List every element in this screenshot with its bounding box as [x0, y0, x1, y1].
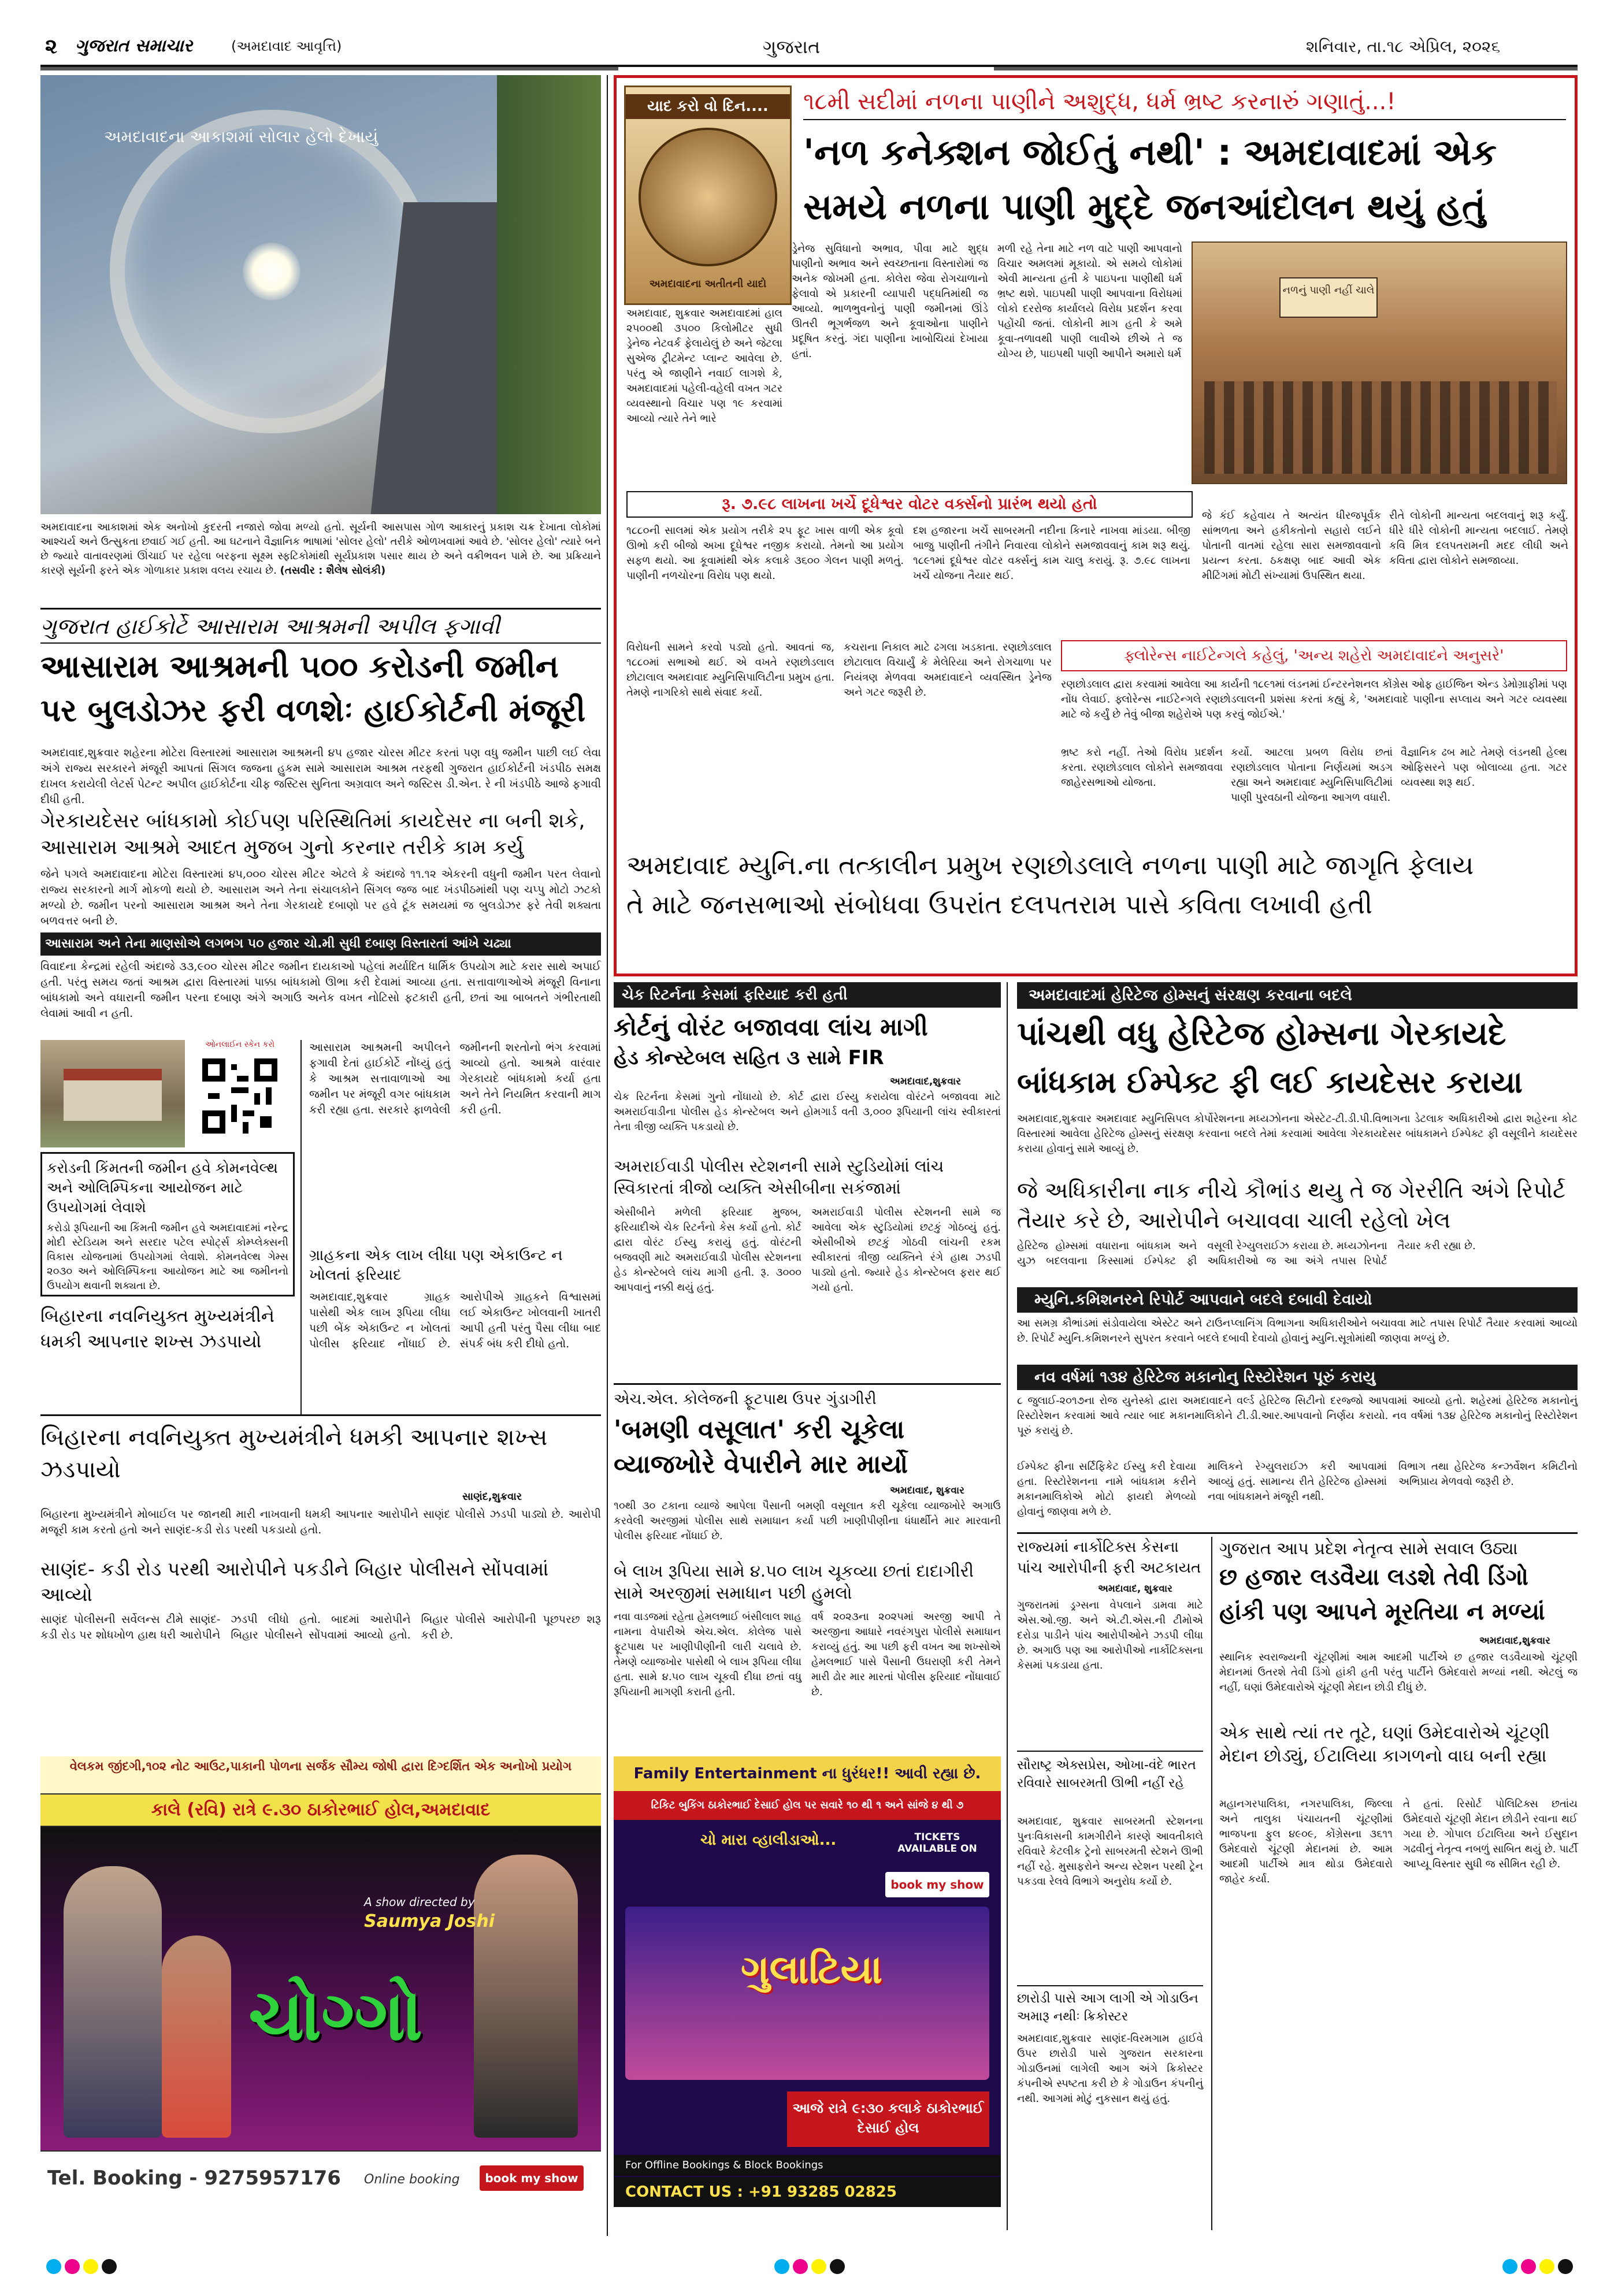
saurashtra-body: અમદાવાદ, શુક્રવાર સાબરમતી સ્ટેશનના પુનઃવિકાસની કામગીરીને કારણે આવતીકાલે રવિવારે કેટલીક ટ્રેનો સાબરમતી સ્ટેશને ઊભી નહીં રહે. મુસાફરોને અન્ય સ્ટેશન પરથી ટ્રેન પકડવા રેલવે વિભાગે અનુરોધ કર્યો છે.	[1017, 1815, 1203, 1888]
reg-dot	[774, 2259, 789, 2274]
qr-block	[191, 1040, 289, 1147]
halo-caption	[40, 520, 601, 607]
heritage-headline-2: બાંધકામ ઈમ્પેક્ટ ફી લઈ કાયદેસર કરાયા	[1017, 1065, 1523, 1100]
naal-col-2: ડ્રેનેજ સુવિધાનો અભાવ, પીવા માટે શુદ્ધ પાણીનો અભાવ અને સ્વચ્છતાના વિસ્તારોમાં જ અનેક જોખમી હતા. કોલેરા જેવા રોગચાળાનો ફેલાવો એ પ્રકારની વ્યાપારી પદ્ધતિમાંથી જ આવ્યો. ભાળભુવનોનું પાણી જમીનમાં ઊંડે ઊતરી ભૂગર્ભજળ અને કૂવાઓના પાણીને પ્રદૂષિત કરતું. ગંદા પાણીના ખાબોચિયાં દેખાયા હતાં.	[792, 243, 988, 360]
halo-photo	[40, 75, 601, 514]
vyaj-col-1: નવા વાડજમાં રહેતા હેમલભાઈ બંસીલાલ શાહ નામના વેપારીએ એચ.એલ. કોલેજ પાસે ફૂટપાથ પર ખાણીપીણીની લારી ચલાવે છે. તેમણે વ્યાજખોર પાસેથી બે લાખ રૂપિયા લીધા હતા. સામે ૪.૫૦ લાખ ચૂકવી દીધા છતાં વધુ રૂપિયાની માગણી કરાતી હતી.	[614, 1611, 801, 1698]
olympic-headline: કરોડની કિંમતની જમીન હવે કોમનવેલ્થ અને ઓલિમ્પિકના આયોજન માટે ઉપયોગમાં લેવાશે	[47, 1160, 278, 1216]
warrant-subhead: અમરાઈવાડી પોલીસ સ્ટેશનની સામે સ્ટુડિયોમાં લાંચ સ્વિકારતાં ત્રીજો વ્યક્તિ એસીબીના સકંજામાં	[614, 1157, 944, 1198]
choggo-banner: વેલકમ જીંદગી,૧૦૨ નોટ આઉટ,પાકાની પોળના સર્જક સૌમ્ય જોષી દ્વારા દિગ્દર્શિત એક અનોખો પ્રયોગ	[40, 1756, 601, 1793]
gulatiya-ad[interactable]	[614, 1756, 1001, 2207]
gulatiya-top: Family Entertainment ના ધુરંધર!! આવી રહ્યા છે.	[614, 1756, 1001, 1791]
ashram-photo	[40, 1040, 185, 1147]
reg-dot	[793, 2259, 808, 2274]
heritage-subhead: જે અધિકારીના નાક નીચે કૌભાંડ થયુ તે જ ગેરરીતિ અંગે રિપોર્ટ તૈયાર કરે છે, આરોપીને બચાવવા ચાલી રહેલો ખેલ	[1017, 1177, 1566, 1233]
bihar-dateline: સાણંદ,શુક્રવાર	[462, 1491, 522, 1503]
saurashtra-headline: સૌરાષ્ટ્ર એક્સપ્રેસ, ઓખા-વંદે ભારત રવિવારે સાબરમતી ઊભી નહીં રહે	[1017, 1758, 1196, 1790]
reg-dot	[1558, 2259, 1573, 2274]
naal-sub-col-1: ભ્રષ્ટ કરો નહીં. તેઓ વિરોધ પ્રદર્શન કરતા. રણછોડલાલ લોકોને સમજાવવા જાહેરસભાઓ યોજતા.	[1061, 746, 1223, 789]
ashram-gate	[64, 1069, 162, 1121]
protest-crowd	[1204, 381, 1557, 474]
bookmyshow-logo[interactable]: book my show	[480, 2165, 584, 2191]
naal-bottom-head-2: તે માટે જનસભાઓ સંબોધવા ઉપરાંત દલપતરામ પાસે કવિતા લખાવી હતી	[626, 889, 1373, 920]
edition-label: (અમદાવાદ આવૃત્તિ)	[231, 38, 342, 54]
reg-dot	[1539, 2259, 1554, 2274]
warrant-body: ચેક રિટર્નના કેસમાં ગુનો નોંધાયો છે. કોર્ટ દ્વારા ઈસ્યુ કરાયેલા વોરંટને બજાવવા માટે અમરાઈવાડીના પોલીસ હેડ કોન્સ્ટેબલ અને હોમગાર્ડ વતી ૩,૦૦૦ રૂપિયાની લાંચ સ્વીકારતાં તેના ત્રીજી વ્યક્તિ પકડાયો છે.	[614, 1091, 1001, 1133]
naal-bottom-head-1: અમદાવાદ મ્યુનિ.ના તત્કાલીન પ્રમુખ રણછોડલાલે નળના પાણી માટે જાગૃતિ ફેલાય	[626, 850, 1474, 880]
choggo-title: ચોગ્ગો	[248, 1976, 423, 2056]
col-rule-inner	[300, 1040, 302, 1416]
bihar-body-1: બિહારના મુખ્યમંત્રીને મોબાઈલ પર જાનથી મારી નાખવાની ધમકી આપનાર આરોપીને સાણંદ પોલીસે ઝડપી પાડ્યો છે. આરોપી મજૂરી કામ કરતો હતો અને સાણંદ-કડી રોડ પરથી પકડાયો હતો.	[40, 1508, 601, 1536]
reg-dot	[1521, 2259, 1536, 2274]
bank-fraud-subhead: ગ્રાહકના એક લાખ લીધા પણ એકાઉન્ટ ન ખોલતાં ફરિયાદ	[309, 1247, 563, 1284]
choggo-booking[interactable]: Tel. Booking - 9275957176	[47, 2167, 341, 2190]
reg-dot	[811, 2259, 826, 2274]
asaram-headline-1: આસારામ આશ્રમની ૫૦૦ કરોડની જમીન	[40, 648, 559, 685]
gulatiya-date: આજે રાત્રે ૯:૩૦ કલાકે ઠાકોરભાઈ દેસાઈ હોલ	[787, 2091, 989, 2147]
fire-rule	[1017, 1985, 1203, 1986]
heritage-kicker: અમદાવાદમાં હેરિટેજ હોમ્સનું સંરક્ષણ કરવાના બદલે	[1017, 982, 1578, 1009]
gulatiya-bms[interactable]: book my show	[885, 1872, 989, 1897]
naal-headline-2: સમયે નળના પાણી મુદ્દે જનઆંદોલન થયું હતું	[803, 185, 1486, 228]
naal-lower-col-2: કચરાના નિકાલ માટે ઢગલા ખડકાતા. રણછોડલાલ છોટાલાલ વિચાર્યું કે મેલેરિયા અને રોગચાળા પર નિયંત્રણ મેળવવા અમદાવાદને વ્યવસ્થિત ડ્રેનેજ અને ગટર જરૂરી છે.	[844, 641, 1052, 699]
issue-date: શનિવાર, તા.૧૮ એપ્રિલ, ૨૦૨૬	[1306, 37, 1501, 56]
aap-dateline: અમદાવાદ,શુક્રવાર	[1479, 1635, 1550, 1647]
naal-bar-col-1: ૧૮૮૦ની સાલમાં એક પ્રયોગ તરીકે ૨૫ ફૂટ ખાસ વાળી એક કૂવો ઊભો કરી બીજો અખા દૂધેશ્વર નજીક કરાયો. તેમનો આ પ્રયોગ સફળ થયો. આ કૂવામાંથી એક કલાકે ૩૬૦૦ ગેલન પાણી મળતું. પાણીની નળચોરના વિરોધ પણ થયો.	[626, 525, 904, 582]
heritage-bar-2-body: ૮ જુલાઈ-૨૦૧૭ના રોજ યુનેસ્કો દ્વારા અમદાવાદને વર્લ્ડ હેરિટેજ સિટીનો દરજ્જો આપવામાં આવ્યો હતો. શહેરમાં હેરિટેજ મકાનોનું રિસ્ટોરેશન કરવામાં આવે ત્યાર બાદ મકાનમાલિકોને ટી.ડી.આર.આપવાનો નિર્ણય કરાયો. નવ વર્ષમાં ૧૩૪ હેરિટેજ મકાનોનું રિસ્ટોરેશન પૂરું કરાયું છે.	[1017, 1395, 1578, 1437]
aap-col-1: મહાનગરપાલિકા, નગરપાલિકા, જિલ્લા અને તાલુકા પંચાયતની ચૂંટણીમાં ભાજપના ફુલ ૪૯૦૯, કોંગ્રેસના ૩૬૧૧ ઉમેદવારો ચૂંટણી મેદાનમાં છે. આમ આદમી પાર્ટીએ માત્ર થોડા ઉમેદવારો જાહેર કર્યા.	[1219, 1798, 1393, 1885]
naal-col-1: અમદાવાદ, શુક્રવાર અમદાવાદમાં હાલ ૨૫૦૦થી ૩૫૦૦ કિલોમીટર સુધી ડ્રેનેજ નેટવર્ક ફેલાયેલું છે અને જેટલા સુએજ ટ્રીટમેન્ટ પ્લાન્ટ આવેલા છે. પરંતુ એ જાણીને નવાઈ લાગશે કે, અમદાવાદમાં પહેલી-વહેલી વખત ગટર વ્યવસ્થાનો વિચાર પણ ૧૯ કરવામાં આવ્યો ત્યારે તેને ભારે	[626, 307, 782, 425]
gulatiya-available: TICKETS AVAILABLE ON	[897, 1831, 977, 1855]
asaram-body-2: જેને પગલે અમદાવાદના મોટેરા વિસ્તારમાં ૪૫,૦૦૦ ચોરસ મીટર એટલે કે અંદાજે ૧૧.૧૨ એકરની વધુની જમીન પરત લેવાનો રાજ્ય સરકારનો માર્ગ મોકળો થયો છે. આસારામ અને તેના સંચાલકોને સિંગલ જજ બાદ ખંડપીઠમાંથી પણ ચપ્પુ મોટો ઝટકો મળ્યો છે. જમીન પરનો આસારામ આશ્રમ અને તેના ગેરકાયદે દબાણો પર હવે ટૂંક સમયમાં જ બુલડોઝર ફરે તેવી શક્યતા બળવત્તર બની છે.	[40, 868, 601, 927]
vyaj-kicker: એચ.એલ. કોલેજની ફૂટપાથ ઉપર ગુંડાગીરી	[614, 1391, 877, 1408]
naal-col-3: મળી રહે તેના માટે નળ વાટે પાણી આપવાનો વિચાર અમલમાં મૂકાયો. એ સમયે લોકોમાં એવી માન્યતા હતી કે પાઇપના પાણીથી ધર્મ ભ્રષ્ટ થશે. પાઇપથી પાણી આપવાના વિરોધમાં લોકો દરરોજ કાર્યાલયે વિરોધ પ્રદર્શન કરવા પહોંચી જતાં. લોકોની માગ હતી કે અમે કૂવા-તળાવથી પાણી લાવીએ છીએ તે જ યોગ્ય છે, પાઇપથી પાણી આપીને અમારો ધર્મ	[997, 243, 1182, 360]
florence-body: રણછોડલાલ દ્વારા કરવામાં આવેલા આ કાર્યની ૧૮૯૧માં લંડનમાં ઈન્ટરનેશનલ કોંગ્રેસ ઓફ હાઈજિન એન્ડ ડેમોગ્રાફીમાં પણ નોંધ લેવાઈ. ફ્લોરેન્સ નાઈટેન્ગલે રણછોડલાલની પ્રશંસા કરતાં કહ્યું કે, 'અમદાવાદે પાણીના સપ્લાય અને ગટર વ્યવસ્થા માટે જે કર્યું છે તેવું બીજા શહેરોએ પણ કરવું જોઈએ.'	[1061, 678, 1567, 720]
sun	[243, 243, 300, 300]
heritage-sub-body: હેરિટેજ હોમ્સમાં વધારાના બાંધકામ અને યુઝ બદલવાના કિસ્સામાં ઈમ્પેક્ટ ફી વસૂલી રેગ્યુલરાઈઝ કરાયા છે. મધ્યઝોનના અધિકારીઓ જ આ અંગે તપાસ રિપોર્ટ તૈયાર કરી રહ્યા છે.	[1017, 1240, 1476, 1267]
asaram-body-1: અમદાવાદ,શુક્રવાર શહેરના મોટેરા વિસ્તારમાં આસારામ આશ્રમની ૪૫ હજાર ચોરસ મીટર કરતાં પણ વધુ જમીન પાછી લઈ લેવા અંગે રાજ્ય સરકારને મંજૂરી આપતાં સિંગલ જજના હુકમ સામે આસારામ આશ્રમ તરફથી ગુજરાત હાઈકોર્ટની ખંડપીઠ સમક્ષ દાખલ કરાયેલી લેટર્સ પેટન્ટ અપીલ હાઈકોર્ટના ચીફ જસ્ટિસ સુનિતા અગ્રવાલ અને જસ્ટિસ ડી.એન. રે ની ખંડપીઠે આજે ફગાવી દીધી હતી.	[40, 746, 601, 806]
header-rule-right	[994, 67, 1578, 70]
bihar-headline-wide-text: બિહારના નવનિયુક્ત મુખ્યમંત્રીને ધમકી આપનાર શખ્સ ઝડપાયો	[40, 1424, 548, 1483]
page-header	[40, 32, 1578, 64]
page-number: ૨	[45, 35, 58, 58]
naal-bar-text: રૂ. ૭.૯૮ લાખના ખર્ચે દૂધેશ્વર વોટર વર્ક્સનો પ્રારંભ થયો હતો	[722, 495, 1097, 513]
naal-bar	[626, 491, 1193, 518]
gulatiya-cast	[625, 1907, 989, 2080]
olympic-box	[40, 1152, 295, 1296]
naal-badge	[624, 86, 792, 305]
masthead: ગુજરાત સમાચાર	[75, 36, 193, 56]
asaram-headline-2: પર બુલડોઝર ફરી વળશેઃ હાઈકોર્ટની મંજૂરી	[40, 692, 586, 729]
reg-dot	[1502, 2259, 1517, 2274]
halo-credit: (તસવીર : શૈલેષ સોલંકી)	[280, 564, 386, 577]
warrant-col-2: અમરાઈવાડી પોલીસ સ્ટેશનની સામે જ આવેલા એક સ્ટુડિયોમાં છટકું ગોઠવ્યું હતું. એસીબીએ છટકું ગોઠવી લાંચની રકમ સ્વીકારતાં ત્રીજી વ્યક્તિને રંગે હાથ ઝડપી પાડ્યો હતો. જ્યારે હેડ કોન્સ્ટેબલ ફરાર થઈ ગયો હતો.	[811, 1206, 1001, 1294]
heritage-rule	[1017, 1532, 1578, 1534]
naal-bar-col-3: જે કંઈ કહેવાય તે અત્યંત ધીરજપૂર્વક સાંભળતા અને હકીકતોનો સહારો લઈને પોતાની વાતમાં રહેલા સારા સમજાવવાનો પ્રયત્ન કરતા. ઠકક્ષણ બાદ આવી એક મીટિંગમાં મોટી સંખ્યામાં ઉપસ્થિત થયા.	[1202, 510, 1381, 582]
warrant-kicker: ચેક રિટર્નના કેસમાં ફરિયાદ કરી હતી	[614, 982, 1001, 1008]
reg-dot	[102, 2259, 117, 2274]
performer-2	[474, 1855, 578, 2138]
naal-sub-col-2: કર્યો. આટલા પ્રબળ વિરોધ છતાં રણછોડલાલ પોતાના નિર્ણયમાં અડગ રહ્યા અને અમદાવાદ મ્યુનિસિપાલિટીમાં પાણી પુરવઠાની યોજના આગળ વધારી.	[1231, 746, 1393, 804]
warrant-headline-2: હેડ કોન્સ્ટેબલ સહિત ૩ સામે FIR	[614, 1046, 884, 1069]
gulatiya-ticket-info: ટિકિટ બુકિંગ ઠાકોરભાઈ દેસાઈ હોલ પર સવારે ૧૦ થી ૧ અને સાંજે ૪ થી ૭	[614, 1791, 1001, 1820]
asaram-kicker-rule	[40, 642, 601, 644]
bihar-subhead: સાણંદ- કડી રોડ પરથી આરોપીને પકડીને બિહાર પોલીસને સોંપવામાં આવ્યો	[40, 1558, 549, 1606]
gulatiya-tagline: ચો મારા વ્હાલીડાઓ...	[700, 1831, 837, 1849]
aap-headline-2: હાંકી પણ આપને મૂરતિયા ન મળ્યાં	[1219, 1599, 1545, 1625]
naal-sub-col-3: વૈજ્ઞાનિક ઢબ માટે તેમણે લંડનથી હેલ્થ ઓફિસરને પણ બોલાવ્યા હતા. ગટર વ્યવસ્થા શરૂ થઈ.	[1401, 746, 1567, 789]
vyaj-subhead: બે લાખ રૂપિયા સામે ૪.૫૦ લાખ ચૂકવ્યા છતાં દાદાગીરી સામે અરજીમાં સમાધાન પછી હુમલો	[614, 1561, 974, 1603]
florence-quote: ફ્લોરેન્સ નાઈટેન્ગલે કહેલું, 'અન્ય શહેરો અમદાવાદને અનુસરે'	[1124, 647, 1504, 664]
heritage-bar-1-body: આ સમગ્ર કૌભાંડમાં સંડોવાયેલા એસ્ટેટ અને ટાઉનપ્લાનિંગ વિભાગના અધિકારીઓને બચાવવા માટે તપાસ રિપોર્ટ તૈયાર કરવામાં આવ્યો છે. રિપોર્ટ મ્યુનિ.કમિશનરને સુપરત કરવાને બદલે દબાવી દેવાયો હોવાનું મ્યુનિ.સૂત્રોમાંથી જાણવા મળ્યું છે.	[1017, 1317, 1578, 1344]
asaram-bar: આસારામ અને તેના માણસોએ લગભગ ૫૦ હજાર ચો.મી સુધી દબાણ વિસ્તારતાં આંખે ચઢ્યા	[40, 932, 601, 956]
naal-lower-col-1: વિરોધની સામને કરવો પડ્યો હતો. આવતાં જ, ૧૮૮૦માં સભાઓ થઈ. એ વખતે રણછોડલાલ છોટાલાલ અમદાવાદ મ્યુનિસિપાલિટીના પ્રમુખ હતા. તેમણે નાગરિકો સાથે સંવાદ કર્યો.	[626, 641, 834, 699]
heritage-headline-1: પાંચથી વધુ હેરિટેજ હોમ્સના ગેરકાયદે	[1017, 1015, 1506, 1053]
aap-col-2: તે હતાં. રિસોર્ટ પોલિટિક્સ છતાંય ઉમેદવારો ચૂંટણી મેદાન છોડીને રવાના થઈ ગયા છે. ગોપાલ ઈટાલિયા અને ઈસુદાન ગઢવીનું નેતૃત્વ નબળું સાબિત થયું છે. પાર્ટી આપ્યૂ વિસ્તાર સુધી જ સીમિત રહી છે.	[1403, 1798, 1578, 1870]
bihar-top-rule	[40, 1414, 601, 1416]
heritage-body: અમદાવાદ,શુક્રવાર અમદાવાદ મ્યુનિસિપલ કોર્પોરેશનના મધ્યઝોનના એસ્ટેટ-ટી.ડી.પી.વિભાગના ડેટલાક અધિકારીઓ દ્વારા શહેરના કોટ વિસ્તારમાં આવેલા હેરિટેજ હોમ્સનું સંરક્ષણ કરવાના બદલે તેમાં કરવામાં આવેલા ગેરકાયદેસર બાંધકામને ઈમ્પેક્ટ ફી વસૂલીને કાયદેસર કરાયા હોવાનું સામે આવ્યું છે.	[1017, 1113, 1578, 1155]
performer-1	[64, 1866, 162, 2138]
naal-badge-subtitle: અમદાવાદના અતીતની યાદો	[649, 278, 767, 290]
bank-fraud-body: અમદાવાદ,શુક્રવાર ગ્રાહક પાસેથી એક લાખ રૂપિયા લીધા પછી બેંક એકાઉન્ટ ન ખોલતાં પોલીસ ફરિયાદ નોંધાઈ છે. આરોપીએ ગ્રાહકને વિશ્વાસમાં લઈ એકાઉન્ટ ખોલવાની ખાતરી આપી હતી પરંતુ પૈસા લીધા બાદ સંપર્ક બંધ કરી દીધો હતો.	[309, 1291, 601, 1350]
heritage-col-2: માલિકને રેગ્યુલરાઈઝ કરી આપવામાં આવ્યું હતું. સામાન્ય રીતે હેરિટેજ હોમ્સમાં નવા બાંધકામને મંજૂરી નથી.	[1208, 1461, 1387, 1503]
warrant-rule	[614, 1383, 1001, 1385]
asaram-side-body-1: આસારામ આશ્રમની અપીલને ફગાવી દેતાં હાઈકોર્ટે નોંધ્યું હતું કે આશ્રમ સત્તાવાળાઓ આ જમીન પર મંજૂરી વગર બાંધકામ કરી રહ્યા હતા. સરકારે ફાળવેલી જમીનની શરતોનો ભંગ કરવામાં આવ્યો હતો. આશ્રમે વારંવાર ગેરકાયદે બાંધકામો કર્યા હતા અને તેને નિયમિત કરવાની માગ કરી હતી.	[309, 1041, 601, 1116]
vyaj-col-2: વર્ષ ૨૦૨૩ના ૨૦૨૫માં અરજી આપી તે અરજીના આધારે નવરંગપુરા પોલીસે સમાધાન કરાવ્યું હતું. આ પછી ફરી વખત આ શખ્સોએ હેમલભાઈ પાસે પૈસાની ઉઘરાણી કરી તેમને મારી ઢોર માર મારતાં પોલીસ ફરિયાદ નોંધાવાઈ છે.	[811, 1611, 1001, 1698]
reg-dot	[83, 2259, 98, 2274]
asaram-subhead: ગેરકાયદેસર બાંધકામો કોઈપણ પરિસ્થિતિમાં કાયદેસર ના બની શકે, આસારામ આશ્રમે આદત મુજબ ગુનો કરનાર તરીકે કામ કર્યુ	[40, 809, 585, 859]
naal-illustration	[1192, 242, 1567, 484]
aap-headline-1: છ હજાર લડવૈયા લડશે તેવી ડિંગો	[1219, 1564, 1528, 1591]
naal-kicker: ૧૮મી સદીમાં નળના પાણીને અશુદ્ધ, ધર્મ ભ્રષ્ટ કરનારું ગણાતું...!	[803, 88, 1396, 115]
vyaj-headline-2: વ્યાજખોરે વેપારીને માર માર્યો	[614, 1450, 908, 1479]
reg-dot	[830, 2259, 845, 2274]
heritage-col-1: ઈમ્પેક્ટ ફીના સર્ટિફિકેટ ઈસ્યુ કરી દેવાયા હતા. રિસ્ટોરેશનના નામે બાંધકામ કરીને મકાનમાલિકોએ મોટો ફાયદો મેળવ્યો હોવાનું જાણવા મળે છે.	[1017, 1461, 1196, 1518]
naal-kicker-rule	[803, 119, 1566, 120]
narcotics-body: ગુજરાતમાં ડ્રગ્સના વેપલાને ડામવા માટે એસ.ઓ.જી. અને એ.ટી.એસ.ની ટીમોએ દરોડા પાડીને પાંચ આરોપીઓને ઝડપી લીધા છે. અગાઉ પણ આ આરોપીઓ નાર્કોટિક્સના કેસમાં પકડાયા હતા.	[1017, 1599, 1203, 1671]
choggo-ad[interactable]	[40, 1756, 601, 2207]
aap-kicker: ગુજરાત આપ પ્રદેશ નેતૃત્વ સામે સવાલ ઉઠ્યા	[1219, 1539, 1518, 1558]
qr-label: ઓનલાઈન સ્કેન કરો	[205, 1040, 275, 1049]
column-rule-left	[607, 75, 608, 2236]
warrant-col-1: એસીબીને મળેલી ફરિયાદ મુજબ, ફરિયાદીએ ચેક રિટર્નનો કેસ કર્યો હતો. કોર્ટ દ્વારા વોરંટ ઈસ્યુ કરાયું હતું. વોરંટની બજવણી માટે અમરાઈવાડી પોલીસ સ્ટેશનના હેડ કોન્સ્ટેબલે લાંચ માગી હતી. રૂ. ૩૦૦૦ આપવાનું નક્કી થયું હતું.	[614, 1206, 801, 1294]
vyaj-dateline: અમદાવાદ, શુક્રવાર	[890, 1485, 964, 1496]
reg-dot	[65, 2259, 80, 2274]
header-rule-left	[40, 67, 618, 70]
naal-bar-col-2: દશ હજારના ખર્ચે સાબરમતી નદીના કિનારે નાખવા માંડયા. બીજી બાજુ પાણીની તંગીને નિવારવા લોકોને સમજાવવાનું કામ શરૂ થયું. ૧૮૯૧માં દૂધેશ્વર વોટર વર્ક્સનું કામ ચાલુ કરાયું. રૂ. ૭.૯૮ લાખના ખર્ચે યોજના તૈયાર થઈ.	[913, 525, 1190, 582]
performer-3	[162, 1935, 231, 2138]
section-name: ગુજરાત	[763, 36, 821, 58]
choggo-director: Saumya Joshi	[364, 1911, 495, 1931]
gulatiya-bulk: For Offline Bookings & Block Bookings	[614, 2155, 1001, 2176]
olympic-body: કરોડો રૂપિયાની આ કિંમતી જમીન હવે અમદાવાદમાં નરેન્દ્ર મોદી સ્ટેડિયમ અને સરદાર પટેલ સ્પોર્ટ્સ કોમ્પ્લેક્સની વિકાસ યોજનામાં ઉપયોગમાં લેવાશે. કોમનવેલ્થ ગેમ્સ ૨૦૩૦ અને ઓલિમ્પિકના આયોજન માટે આ જમીનનો ઉપયોગ થવાની શક્યતા છે.	[47, 1222, 288, 1292]
asaram-bar-body: વિવાદના કેન્દ્રમાં રહેલી અંદાજે ૩૩,૯૦૦ ચોરસ મીટર જમીન દાયકાઓ પહેલાં મર્યાદિત ધાર્મિક ઉપયોગ માટે કરાર સાથે અપાઈ હતી. પરંતુ સમય જતાં આશ્રમ દ્વારા વિસ્તારમાં પાક્કા બાંધકામો ઊભા કરી દેવામાં આવ્યા હતા. સત્તાવાળાઓએ મંજૂરી વિનાના બાંધકામો અને વધારાની જમીન પરના દબાણ અંગે અગાઉ અનેક વખત નોટિસો ફટકારી હતી, છતાં આ બાબતને ગંભીરતાથી લેવામાં આવી ન હતી.	[40, 960, 601, 1020]
gulatiya-contact[interactable]: CONTACT US : +91 93285 02825	[614, 2177, 1001, 2207]
florence-quote-box	[1061, 640, 1567, 671]
bihar-body-2: સાણંદ પોલીસની સર્વેલન્સ ટીમે સાણંદ-કડી રોડ પર શોધખોળ હાથ ધરી આરોપીને ઝડપી લીધો હતો. બાદમાં આરોપીને બિહાર પોલીસને સોંપવામાં આવ્યો હતો. બિહાર પોલીસે આરોપીની પૂછપરછ શરૂ કરી છે.	[40, 1613, 601, 1641]
warrant-headline-1: કોર્ટનું વોરંટ બજાવવા લાંચ માગી	[614, 1013, 928, 1041]
halo-rule	[40, 608, 601, 610]
heritage-col-3: વિભાગ તથા હેરિટેજ કન્ઝર્વેશન કમિટીનો અભિપ્રાય મેળવવો જરૂરી છે.	[1398, 1461, 1578, 1488]
narcotics-rule	[1017, 1751, 1203, 1752]
vyaj-body: ૧૦થી ૩૦ ટકાના વ્યાજે આપેલા પૈસાની બમણી વસૂલાત કરી ચૂકેલા વ્યાજખોરે અગાઉ કરવેલી અરજીમાં પોલીસ સાથે સમાધાન કર્યા પછી ખાણીપીણીના ધંધાર્થીને માર મારવાની પોલીસ ફરિયાદ નોંધાઈ છે.	[614, 1500, 1001, 1542]
gulatiya-title: ગુલાટિયા	[741, 1947, 883, 1993]
warrant-dateline: અમદાવાદ,શુક્રવાર	[890, 1076, 961, 1087]
naal-badge-art	[639, 128, 777, 266]
naal-bar-col-4: રીતે લોકોની માન્યતા બદલવાનું શરૂ કર્યું. ધીરે ધીરે લોકોની માન્યતા બદલાઈ. તેમણે કવિ મિત્ર દલપતરામની મદદ લીધી અને કવિતા દ્વારા લોકોને સમજાવ્યા.	[1389, 510, 1568, 567]
narcotics-headline: રાજ્યમાં નાર્કોટિક્સ કેસના પાંચ આરોપીની ફરી અટકાયત	[1017, 1539, 1201, 1577]
aap-body: સ્થાનિક સ્વરાજ્યની ચૂંટણીમાં આમ આદમી પાર્ટીએ છ હજાર લડવૈયાઓ ચૂંટણી મેદાનમાં ઉતરશે તેવી ડિંગો હાંકી હતી પરંતુ પાર્ટીને ઉમેદવારો મળ્યાં નથી. એટલું જ નહીં, ઘણાં ઉમેદવારોએ ચૂંટણી મેદાન છોડી દીધું છે.	[1219, 1651, 1578, 1693]
protest-sign: નળનું પાણી નહીં ચાલે	[1279, 277, 1378, 318]
column-rule-mid	[1007, 982, 1008, 2230]
aap-subhead: એક સાથે ત્યાં તર તૂટે, ઘણાં ઉમેદવારોએ ચૂંટણી મેદાન છોડ્યું, ઈટાલિયા કાગળનો વાઘ બની રહ્યા	[1219, 1723, 1550, 1766]
fire-headline: છારોડી પાસે આગ લાગી એ ગોડાઉન અમારૂ નથીઃ ક્રિકોસ્ટર	[1017, 1992, 1198, 2024]
choggo-online: Online booking	[364, 2172, 460, 2187]
choggo-director-label: A show directed by	[364, 1895, 475, 1909]
naal-headline-1: 'નળ કનેક્શન જોઈતું નથી' : અમદાવાદમાં એક	[803, 131, 1497, 173]
naal-badge-title: યાદ કરો વો દિન....	[626, 94, 790, 119]
aap-left-rule	[1211, 1537, 1212, 2230]
reg-dot	[46, 2259, 61, 2274]
asaram-kicker: ગુજરાત હાઈકોર્ટે આસારામ આશ્રમની અપીલ ફગાવી	[40, 614, 500, 639]
vyaj-headline-1: 'બમણી વસૂલાત' કરી ચૂકેલા	[614, 1415, 905, 1444]
fire-body: અમદાવાદ,શુક્રવાર સાણંદ-વિરમગામ હાઈવે ઉપર છારોડી પાસે ગુજરાત સરકારના ગોડાઉનમાં લાગેલી આગ અંગે ક્રિકોસ્ટર કંપનીએ સ્પષ્ટતા કરી છે કે ગોડાઉન કંપનીનું નથી. આગમાં મોટું નુકસાન થયું હતું.	[1017, 2033, 1203, 2105]
qr-code-icon[interactable]	[202, 1058, 277, 1134]
halo-caption-text: અમદાવાદના આકાશમાં એક અનોખો કુદરતી નજારો જોવા મળ્યો હતો. સૂર્યની આસપાસ ગોળ આકારનું પ્રકાશ ચક્ર દેખાતા લોકોમાં આશ્ચર્ય અને ઉત્સુકતા છવાઈ ગઈ હતી. આ ઘટનાને વૈજ્ઞાનિક ભાષામાં 'સોલર હેલો' તરીકે ઓળખવામાં આવે છે. 'સોલર હેલો' ત્યારે બને છે જ્યારે વાતાવરણમાં ઊંચાઈ પર રહેલા બરફના સૂક્ષ્મ સ્ફટિકોમાંથી સૂર્યપ્રકાશ પસાર થાય છે અને વક્રીભવન પામે છે. આ પ્રક્રિયાને કારણે સૂર્યની ફરતે એક ગોળાકાર પ્રકાશ વલય રચાય છે.	[40, 521, 601, 577]
narcotics-dateline: અમદાવાદ, શુક્રવાર	[1098, 1583, 1172, 1595]
choggo-date: કાલે (રવિ) રાત્રે ૯.૩૦ ઠાકોરભાઈ હોલ,અમદાવાદ	[40, 1795, 601, 1826]
bihar-headline-wide	[40, 1421, 601, 1486]
bihar-headline: બિહારના નવનિયુક્ત મુખ્યમંત્રીને ધમકી આપનાર શખ્સ ઝડપાયો	[40, 1306, 274, 1352]
heritage-bar-1: મ્યુનિ.કમિશનરને રિપોર્ટ આપવાને બદલે દબાવી દેવાયો	[1017, 1287, 1578, 1313]
halo-photo-title: અમદાવાદના આકાશમાં સોલાર હેલો દેખાયું	[104, 127, 378, 146]
tree	[497, 75, 601, 514]
heritage-bar-2: નવ વર્ષમાં ૧૩૪ હેરિટેજ મકાનોનુ રિસ્ટોરેશન પૂરું કરાયુ	[1017, 1365, 1578, 1390]
